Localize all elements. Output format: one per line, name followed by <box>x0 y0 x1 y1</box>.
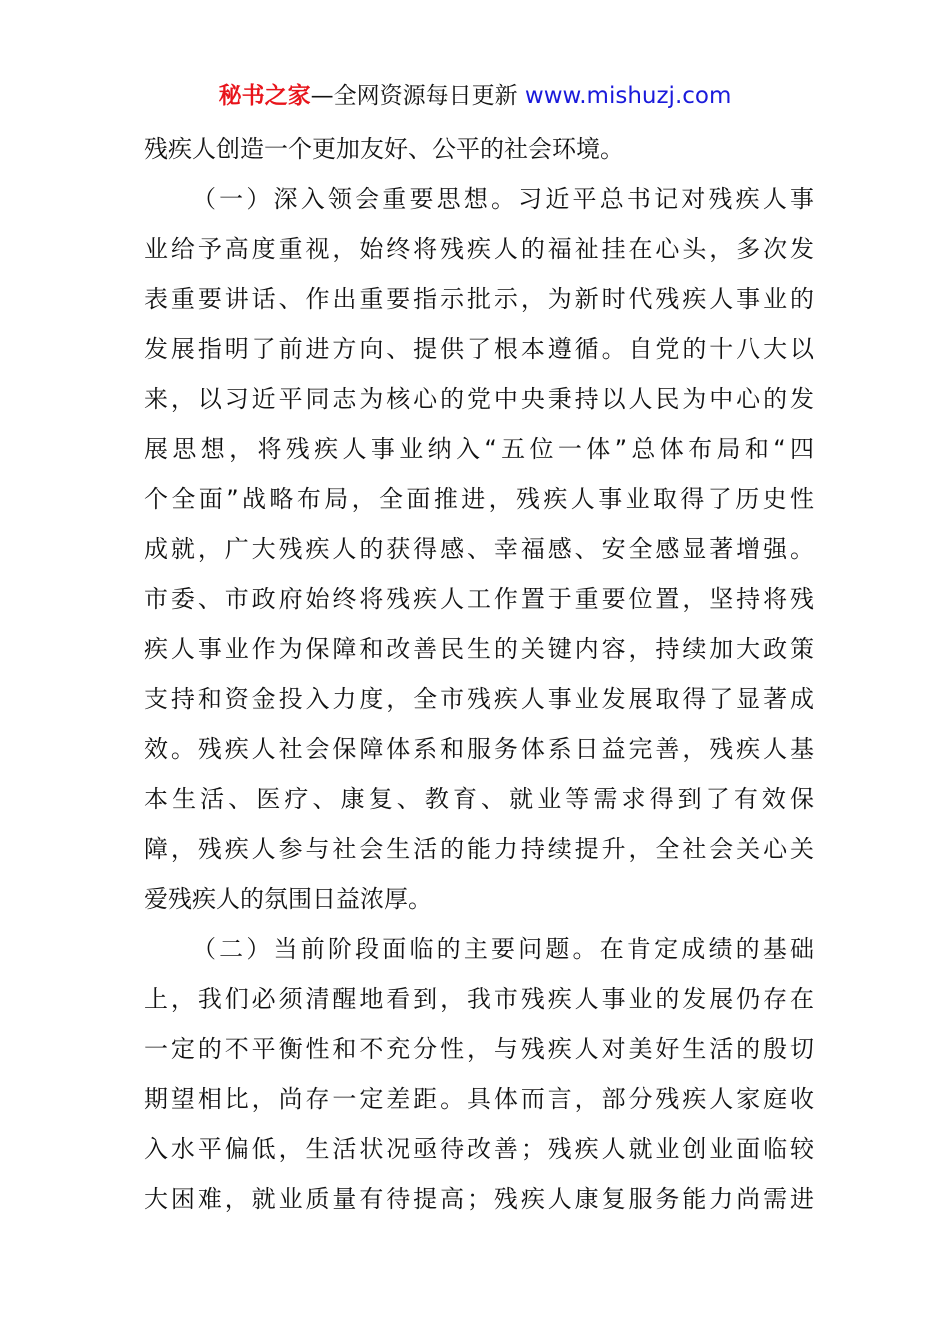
text-line: 本生活、医疗、康复、教育、就业等需求得到了有效保 <box>144 785 814 813</box>
text-line: 上，我们必须清醒地看到，我市残疾人事业的发展仍存在 <box>144 985 814 1013</box>
site-tagline: —全网资源每日更新 <box>310 83 525 109</box>
text-line: 残疾人创造一个更加友好、公平的社会环境。 <box>144 135 624 163</box>
text-line: 大困难，就业质量有待提高；残疾人康复服务能力尚需进 <box>144 1185 814 1213</box>
document-body <box>144 124 814 1224</box>
text-line: 来，以习近平同志为核心的党中央秉持以人民为中心的发 <box>144 385 814 413</box>
site-header <box>0 80 950 112</box>
text-line: 支持和资金投入力度，全市残疾人事业发展取得了显著成 <box>144 685 814 713</box>
text-line: 发展指明了前进方向、提供了根本遵循。自党的十八大以 <box>144 335 814 363</box>
text-line: 表重要讲话、作出重要指示批示，为新时代残疾人事业的 <box>144 285 814 313</box>
text-line: 障，残疾人参与社会生活的能力持续提升，全社会关心关 <box>144 835 814 863</box>
paragraph-heading-line: （二）当前阶段面临的主要问题。在肯定成绩的基础 <box>192 935 814 963</box>
site-url-link[interactable]: www.mishuzj.com <box>524 83 732 109</box>
text-line: 期望相比，尚存一定差距。具体而言，部分残疾人家庭收 <box>144 1085 814 1113</box>
text-line: 入水平偏低，生活状况亟待改善；残疾人就业创业面临较 <box>144 1135 814 1163</box>
text-line: 个全面”战略布局，全面推进，残疾人事业取得了历史性 <box>144 485 814 513</box>
text-line: 展思想，将残疾人事业纳入“五位一体”总体布局和“四 <box>144 435 814 463</box>
text-line: 成就，广大残疾人的获得感、幸福感、安全感显著增强。 <box>144 535 814 563</box>
text-line: 疾人事业作为保障和改善民生的关键内容，持续加大政策 <box>144 635 814 663</box>
text-line: 效。残疾人社会保障体系和服务体系日益完善，残疾人基 <box>144 735 814 763</box>
text-line: 业给予高度重视，始终将残疾人的福祉挂在心头，多次发 <box>144 235 814 263</box>
text-line: 爱残疾人的氛围日益浓厚。 <box>144 885 432 913</box>
text-line: 市委、市政府始终将残疾人工作置于重要位置，坚持将残 <box>144 585 814 613</box>
paragraph-heading-line: （一）深入领会重要思想。习近平总书记对残疾人事 <box>192 185 814 213</box>
text-line: 一定的不平衡性和不充分性，与残疾人对美好生活的殷切 <box>144 1035 814 1063</box>
site-brand: 秘书之家 <box>218 83 311 109</box>
